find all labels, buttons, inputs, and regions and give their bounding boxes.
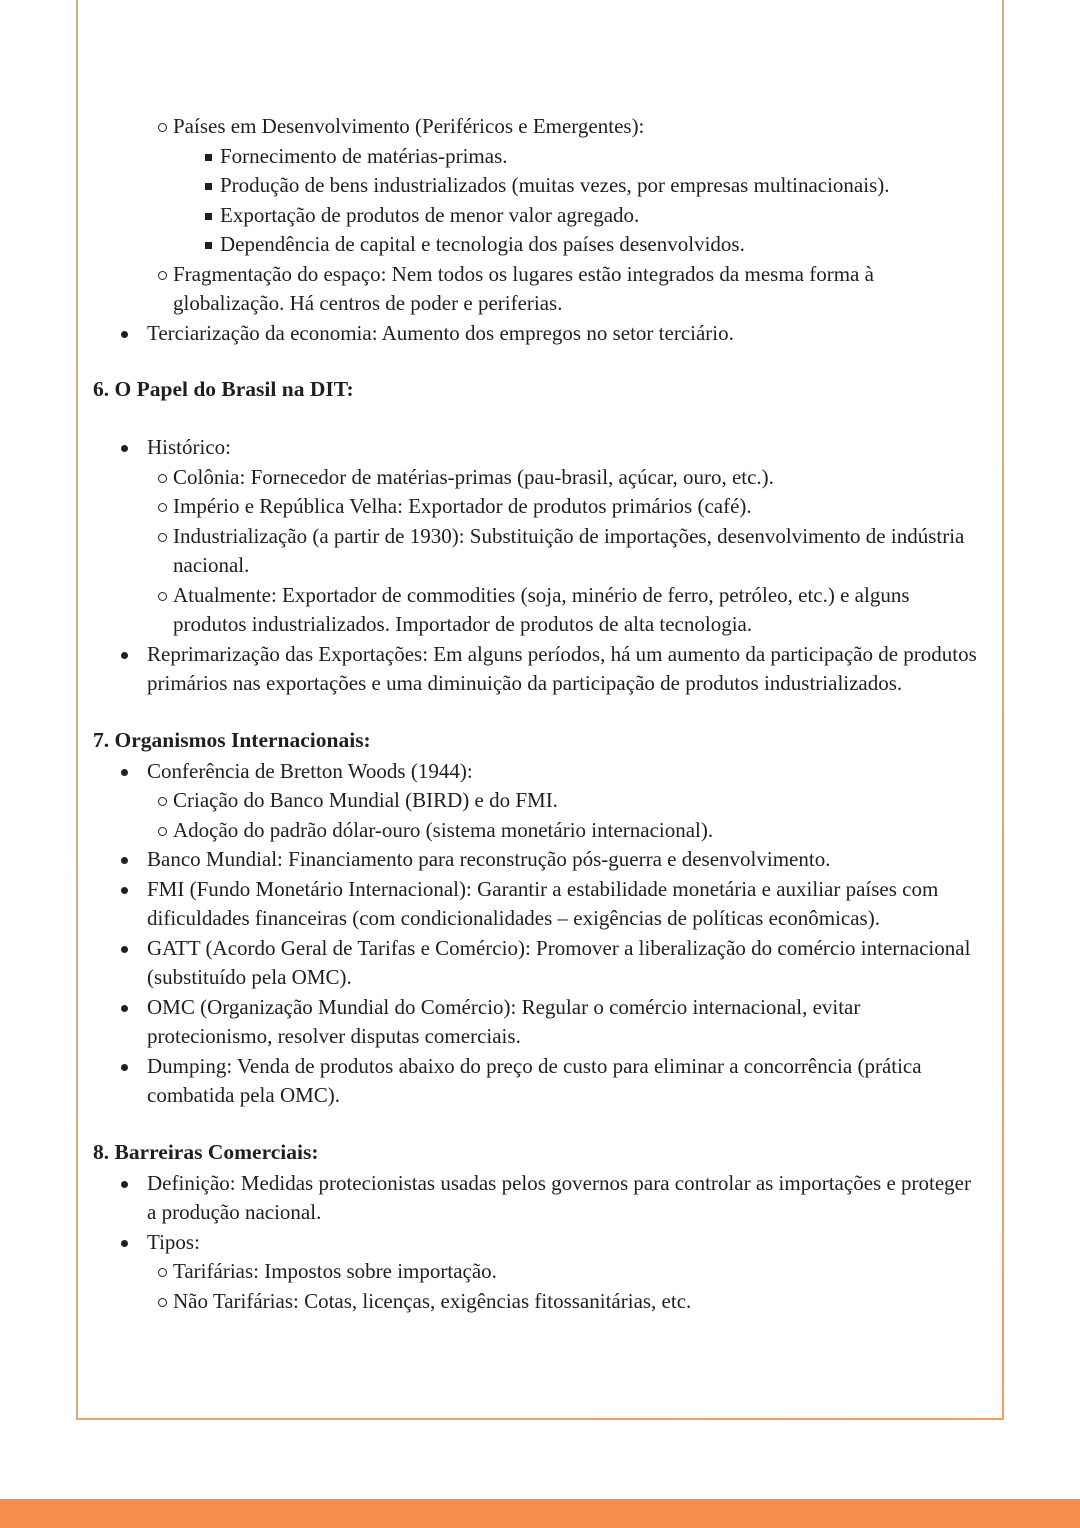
list-item: [78, 522, 973, 581]
list-item: [78, 112, 973, 142]
filled-dot-bullet-icon: [121, 946, 128, 953]
filled-dot-bullet-icon: [121, 331, 128, 338]
document-content: [78, 0, 1002, 1316]
filled-dot-bullet-icon: [121, 857, 128, 864]
filled-dot-bullet-icon: [121, 769, 128, 776]
open-circle-bullet-icon: [158, 592, 167, 601]
list-item: [78, 1287, 973, 1317]
open-circle-bullet-icon: [158, 1268, 167, 1277]
list-item: [78, 786, 973, 816]
list-item-text: Dependência de capital e tecnologia dos países desenvolvidos.: [220, 232, 745, 256]
bottom-accent-bar: [0, 1499, 1080, 1528]
list-item-text: Fornecimento de matérias-primas.: [220, 143, 508, 168]
list-item-text: Definição: Medidas protecionistas usadas pelos governos para controlar as importações e proteger a produção nacional.: [147, 1170, 971, 1224]
open-circle-bullet-icon: [158, 1298, 167, 1307]
list-item-text: Tipos:: [147, 1229, 200, 1254]
filled-dot-bullet-icon: [121, 445, 128, 452]
list-item-text: OMC (Organização Mundial do Comércio): Regular o comércio internacional, evitar protecionismo, resolver disputas comerciais.: [147, 994, 861, 1048]
list-item: [78, 640, 982, 699]
list-item-text: Criação do Banco Mundial (BIRD) e do FMI.: [173, 788, 558, 812]
filled-dot-bullet-icon: [121, 887, 128, 894]
list-item-text: Industrialização (a partir de 1930): Substituição de importações, desenvolvimento de indústria nacional.: [173, 523, 965, 577]
list-item-text: Histórico:: [147, 435, 231, 459]
list-item-text: Produção de bens industrializados (muitas vezes, por empresas multinacionais).: [220, 173, 890, 197]
section-heading: 6. O Papel do Brasil na DIT:: [93, 377, 354, 401]
filled-dot-bullet-icon: [121, 1005, 128, 1012]
list-item: [78, 171, 1002, 201]
list-item: [78, 845, 982, 875]
list-item-text: Não Tarifárias: Cotas, licenças, exigências fitossanitárias, etc.: [173, 1288, 692, 1313]
section-heading: 7. Organismos Internacionais:: [93, 727, 371, 752]
open-circle-bullet-icon: [158, 827, 167, 836]
list-item: [78, 816, 973, 846]
list-item: [78, 1169, 982, 1228]
filled-dot-bullet-icon: [121, 1240, 128, 1247]
list-item: [78, 581, 973, 640]
filled-square-bullet-icon: [205, 183, 212, 190]
open-circle-bullet-icon: [158, 271, 167, 280]
section: [78, 112, 1002, 348]
filled-square-bullet-icon: [205, 213, 212, 220]
list-item: [78, 757, 982, 787]
list-item-text: Países em Desenvolvimento (Periféricos e Emergentes):: [173, 114, 645, 138]
list-item-text: Império e República Velha: Exportador de produtos primários (café).: [173, 494, 752, 518]
list-item-text: FMI (Fundo Monetário Internacional): Garantir a estabilidade monetária e auxiliar países com dificuldades financeiras (com condicionalidades – exigências de políticas econômicas).: [147, 876, 939, 930]
list-item-text: GATT (Acordo Geral de Tarifas e Comércio): Promover a liberalização do comércio internacional (substituído pela OMC).: [147, 935, 971, 989]
list-item-text: Fragmentação do espaço: Nem todos os lugares estão integrados da mesma forma à globalização. Há centros de poder e periferias.: [173, 261, 874, 315]
section: [78, 725, 1002, 1111]
list-item: [78, 260, 973, 319]
open-circle-bullet-icon: [158, 503, 167, 512]
list-item: [78, 463, 973, 493]
list-item-text: Reprimarização das Exportações: Em alguns períodos, há um aumento da participação de produtos primários nas exportações e uma diminuição da participação de produtos industrializados.: [147, 641, 977, 695]
page-border-frame: [76, 0, 1004, 1420]
open-circle-bullet-icon: [158, 797, 167, 806]
section: [78, 374, 1002, 699]
list-item: [78, 1257, 973, 1287]
filled-square-bullet-icon: [205, 242, 212, 249]
filled-dot-bullet-icon: [121, 652, 128, 659]
list-item: [78, 1228, 982, 1258]
list-item: [78, 201, 1002, 231]
list-item: [78, 492, 973, 522]
list-item-text: Atualmente: Exportador de commodities (soja, minério de ferro, petróleo, etc.) e alguns produtos industrializados. Importador de produtos de alta tecnologia.: [173, 582, 910, 636]
open-circle-bullet-icon: [158, 533, 167, 542]
list-item: [78, 433, 982, 463]
list-item-text: Adoção do padrão dólar-ouro (sistema monetário internacional).: [173, 817, 714, 842]
list-item: [78, 934, 982, 993]
list-item: [78, 142, 1002, 172]
list-item: [78, 1052, 982, 1111]
section-heading: 8. Barreiras Comerciais:: [93, 1139, 319, 1164]
list-item-text: Tarifárias: Impostos sobre importação.: [173, 1259, 497, 1283]
list-item: [78, 319, 982, 349]
section: [78, 1137, 1002, 1317]
list-item-text: Dumping: Venda de produtos abaixo do preço de custo para eliminar a concorrência (prática combatida pela OMC).: [147, 1053, 922, 1107]
list-item: [78, 230, 1002, 260]
list-item: [78, 993, 982, 1052]
open-circle-bullet-icon: [158, 474, 167, 483]
filled-dot-bullet-icon: [121, 1064, 128, 1071]
list-item-text: Colônia: Fornecedor de matérias-primas (pau-brasil, açúcar, ouro, etc.).: [173, 464, 774, 489]
list-item-text: Banco Mundial: Financiamento para reconstrução pós-guerra e desenvolvimento.: [147, 847, 831, 871]
filled-dot-bullet-icon: [121, 1181, 128, 1188]
list-item: [78, 875, 982, 934]
open-circle-bullet-icon: [158, 123, 167, 132]
filled-square-bullet-icon: [205, 154, 212, 161]
list-item-text: Conferência de Bretton Woods (1944):: [147, 758, 473, 783]
list-item-text: Exportação de produtos de menor valor agregado.: [220, 202, 640, 227]
list-item-text: Terciarização da economia: Aumento dos empregos no setor terciário.: [147, 320, 734, 345]
